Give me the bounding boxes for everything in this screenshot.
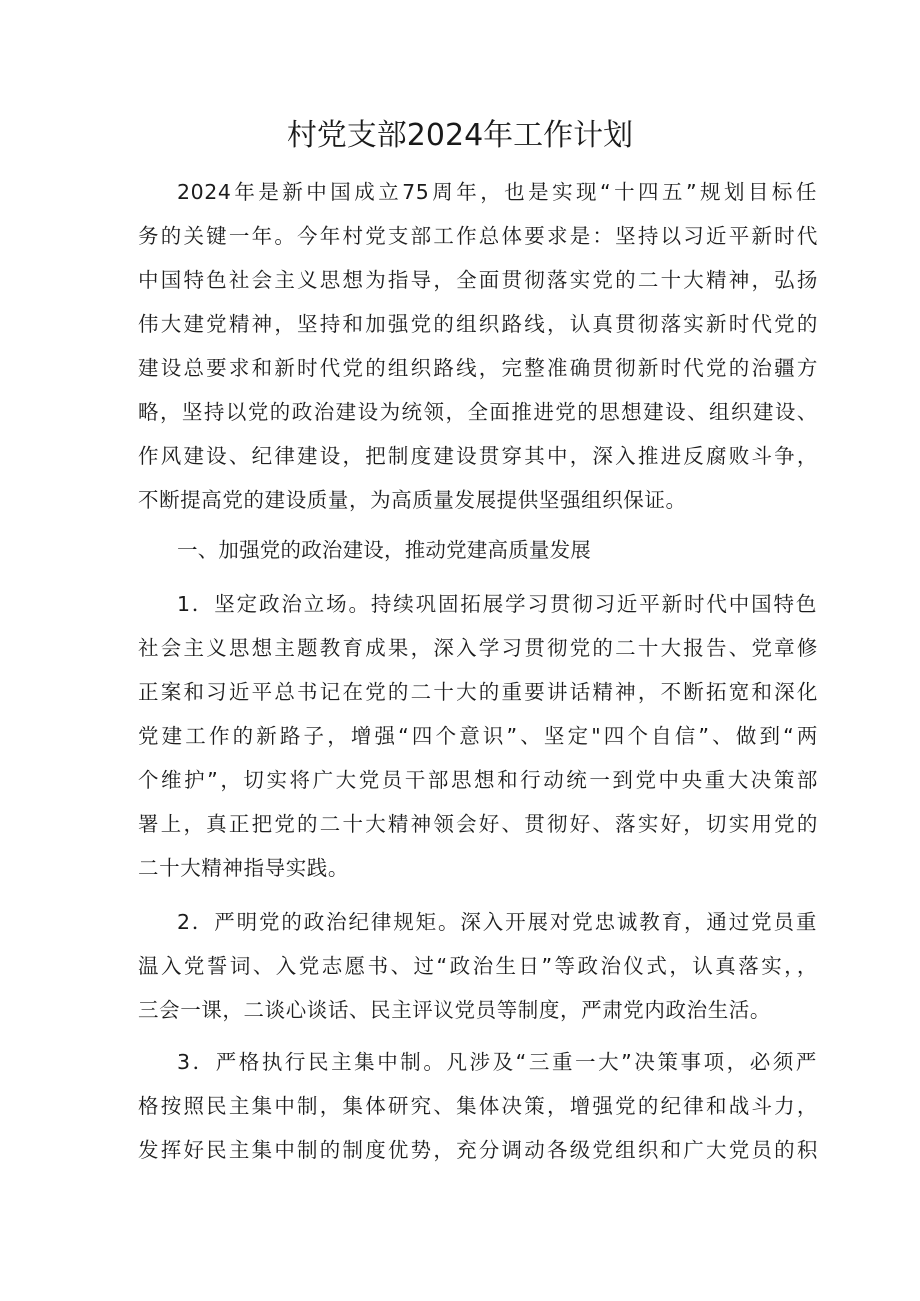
paragraph-line: 温入党誓词、入党志愿书、过“政治生日”等政治仪式，认真落实，，: [138, 954, 818, 978]
document-title: 村党支部2024年工作计划: [286, 118, 634, 153]
paragraph-line: 党建工作的新路子，增强“四个意识”、坚定"四个自信”、做到“两: [138, 724, 818, 748]
paragraph-line: 个维护”，切实将广大党员干部思想和行动统一到党中央重大决策部: [138, 768, 818, 792]
section-heading: 一、加强党的政治建设，推动党建高质量发展: [177, 538, 591, 562]
paragraph-line: 1．坚定政治立场。持续巩固拓展学习贯彻习近平新时代中国特色: [177, 592, 817, 616]
paragraph-line: 中国特色社会主义思想为指导，全面贯彻落实党的二十大精神，弘扬: [138, 268, 818, 292]
paragraph-line: 不断提高党的建设质量，为高质量发展提供坚强组织保证。: [138, 488, 687, 512]
paragraph-line: 格按照民主集中制，集体研究、集体决策，增强党的纪律和战斗力，: [138, 1094, 818, 1118]
paragraph-line: 略，坚持以党的政治建设为统领，全面推进党的思想建设、组织建设、: [138, 400, 818, 424]
paragraph-line: 三会一课，二谈心谈话、民主评议党员等制度，严肃党内政治生活。: [138, 998, 771, 1022]
paragraph-line: 发挥好民主集中制的制度优势，充分调动各级党组织和广大党员的积: [138, 1138, 818, 1162]
paragraph-line: 务的关键一年。今年村党支部工作总体要求是：坚持以习近平新时代: [138, 224, 818, 248]
paragraph-line: 正案和习近平总书记在党的二十大的重要讲话精神，不断拓宽和深化: [138, 680, 818, 704]
paragraph-line: 建设总要求和新时代党的组织路线，完整准确贯彻新时代党的治疆方: [138, 356, 818, 380]
paragraph-line: 2024年是新中国成立75周年，也是实现“十四五”规划目标任: [177, 180, 817, 204]
paragraph-line: 二十大精神指导实践。: [138, 856, 349, 880]
paragraph-line: 署上，真正把党的二十大精神领会好、贯彻好、落实好，切实用党的: [138, 812, 818, 836]
paragraph-line: 3．严格执行民主集中制。凡涉及“三重一大”决策事项，必须严: [177, 1050, 817, 1074]
paragraph-line: 2．严明党的政治纪律规矩。深入开展对党忠诚教育，通过党员重: [177, 910, 817, 934]
paragraph-line: 作风建设、纪律建设，把制度建设贯穿其中，深入推进反腐败斗争，: [138, 444, 818, 468]
paragraph-line: 伟大建党精神，坚持和加强党的组织路线，认真贯彻落实新时代党的: [138, 312, 818, 336]
paragraph-line: 社会主义思想主题教育成果，深入学习贯彻党的二十大报告、党章修: [138, 636, 818, 660]
